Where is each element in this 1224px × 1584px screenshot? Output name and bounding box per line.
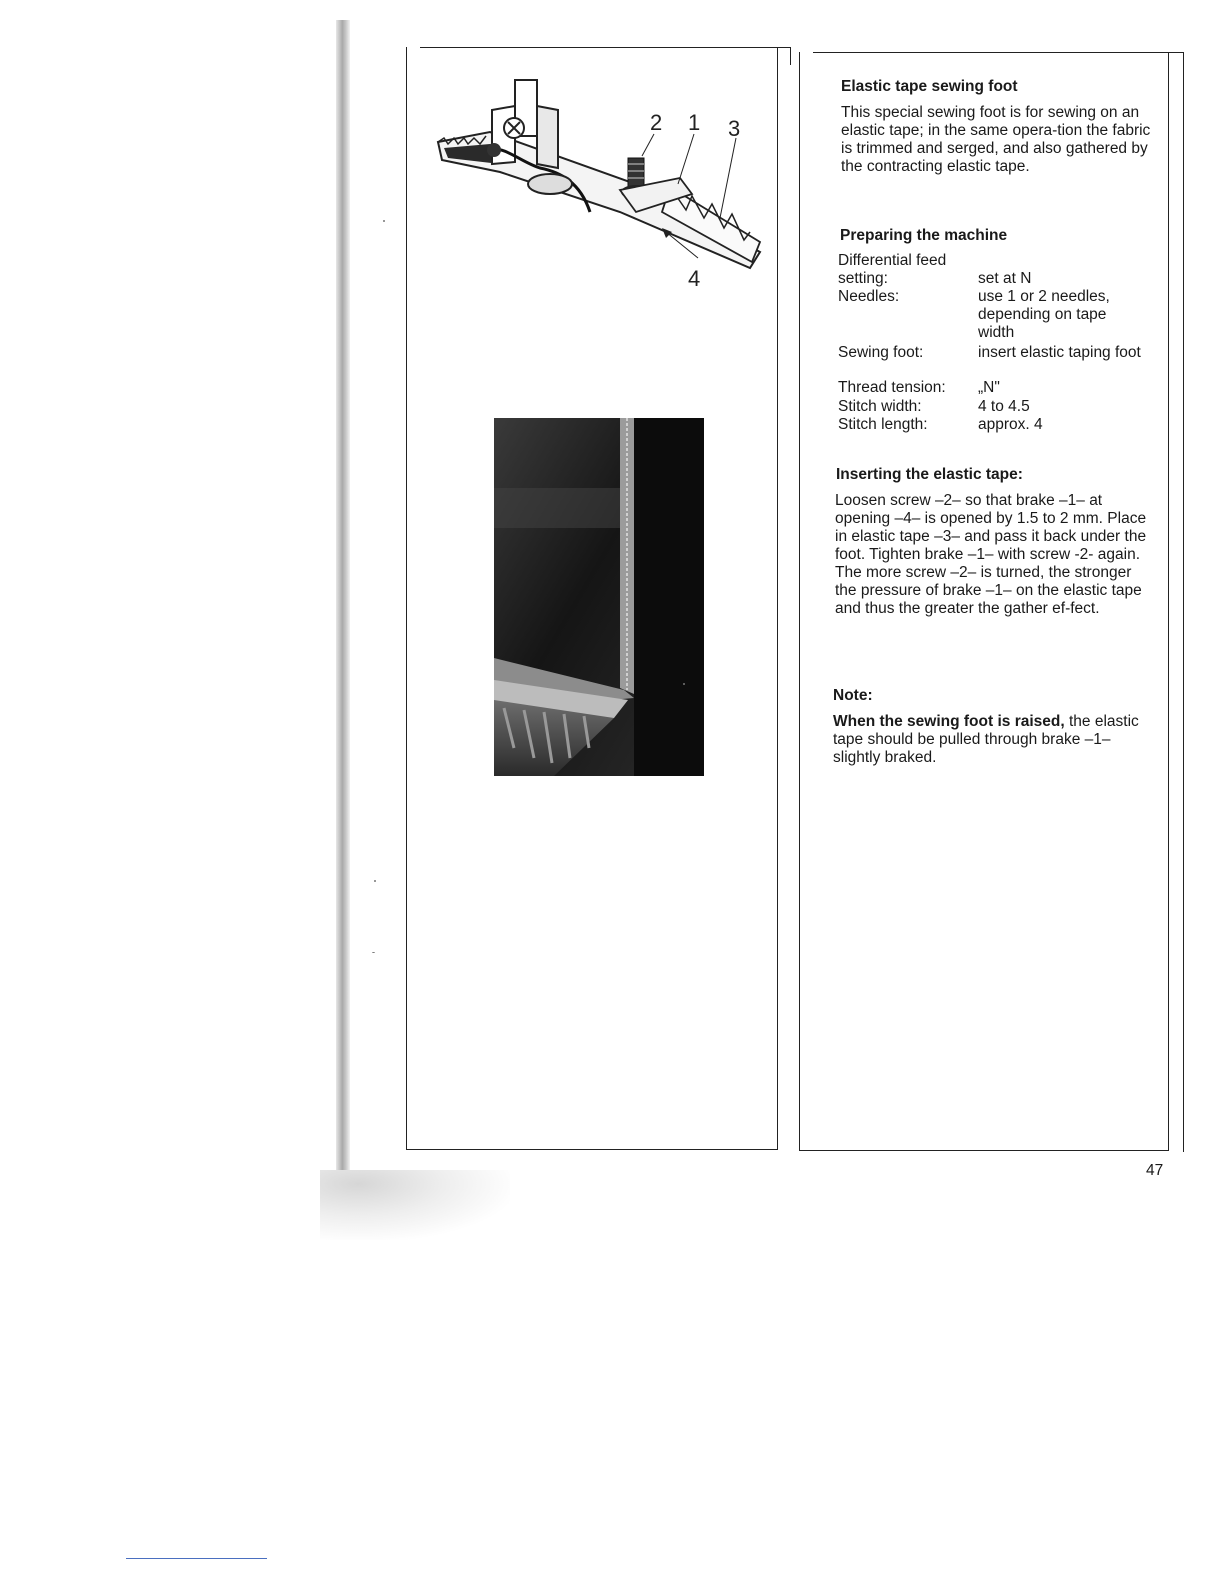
spec-label: Stitch width:	[838, 398, 922, 415]
heading-note: Note:	[833, 687, 873, 704]
page-number: 47	[1146, 1162, 1164, 1179]
heading-preparing-machine: Preparing the machine	[840, 227, 1008, 244]
binding-fade	[320, 1170, 510, 1240]
machine-settings-table	[838, 252, 1158, 432]
sewing-foot-illustration	[430, 72, 770, 302]
scan-speck	[374, 880, 376, 882]
callout-3: 3	[728, 116, 741, 141]
right-frame-right	[1183, 52, 1184, 1152]
inserting-paragraph: Loosen screw –2– so that brake –1– at opening –4– is opened by 1.5 to 2 mm. Place in elastic tape –3– and pass it back under the foot. Tighten brake –1– with screw -2- again. The more screw –2– is turned, the stronger the pressure of brake –1– on the elastic tape and thus the greater the gather ef-fect.	[835, 492, 1147, 617]
fabric-photo	[494, 418, 704, 776]
spec-label: Sewing foot:	[838, 344, 924, 361]
scan-speck	[683, 683, 685, 685]
spec-label: Stitch length:	[838, 416, 928, 433]
note-bold-lead: When the sewing foot is raised,	[833, 713, 1065, 730]
spec-value: approx. 4	[978, 416, 1043, 433]
spec-label: Thread tension:	[838, 379, 946, 396]
spec-value: set at N	[978, 270, 1032, 287]
spec-value: use 1 or 2 needles, depending on tape width	[978, 288, 1110, 341]
spec-value: 4 to 4.5	[978, 398, 1030, 415]
intro-paragraph: This special sewing foot is for sewing on an elastic tape; in the same opera-tion the fabric is trimmed and serged, and also gathered by the contracting elastic tape.	[841, 104, 1151, 175]
heading-elastic-tape-sewing-foot: Elastic tape sewing foot	[841, 78, 1018, 95]
scan-speck	[383, 220, 385, 222]
spec-value: insert elastic taping foot	[978, 344, 1141, 361]
scan-speck	[372, 952, 375, 953]
heading-inserting-elastic-tape: Inserting the elastic tape:	[836, 466, 1023, 483]
note-paragraph	[833, 713, 1143, 767]
note-body: the elastic tape should be pulled through brake –1– slightly braked.	[833, 713, 1139, 766]
footer-rule	[126, 1558, 267, 1559]
spec-label: Needles:	[838, 288, 900, 305]
callout-2: 2	[650, 110, 663, 135]
spec-value: „N"	[978, 379, 1000, 396]
callout-1: 1	[688, 110, 701, 135]
book-binding-shadow	[336, 20, 350, 1190]
callout-4: 4	[688, 266, 701, 291]
left-frame-right-stub	[790, 47, 791, 65]
spec-label: Differential feed setting:	[838, 252, 947, 287]
